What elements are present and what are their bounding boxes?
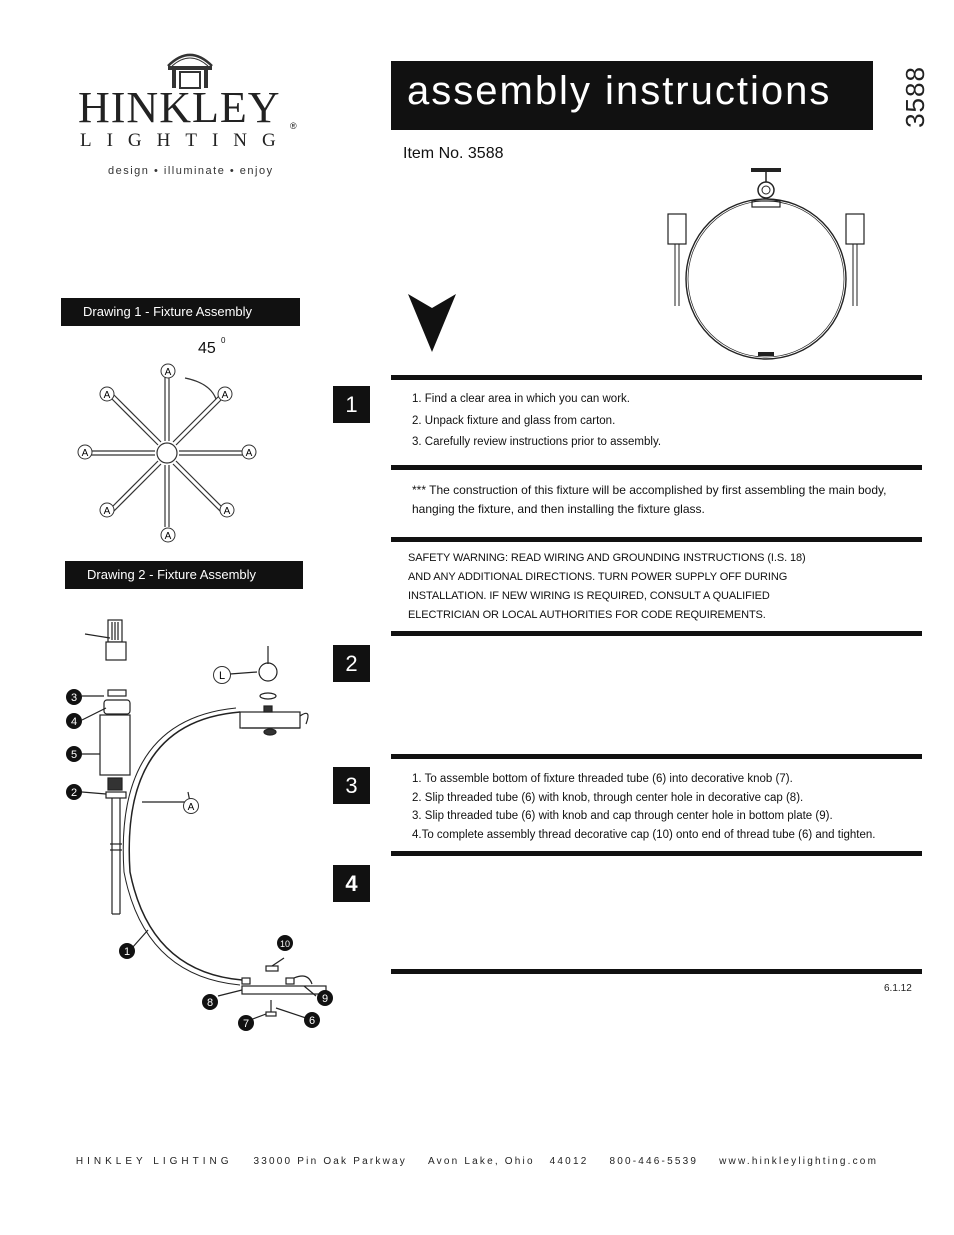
part-number-9 bbox=[316, 989, 334, 1012]
svg-text:A: A bbox=[245, 448, 253, 459]
part-number-7 bbox=[237, 1014, 255, 1037]
arm-label-a bbox=[99, 502, 115, 523]
direction-arrow-icon bbox=[406, 292, 458, 354]
step-4-badge: 4 bbox=[333, 865, 370, 902]
part-label-a bbox=[182, 797, 200, 820]
divider bbox=[391, 969, 922, 974]
svg-text:A: A bbox=[187, 802, 195, 813]
divider bbox=[391, 537, 922, 542]
svg-text:6: 6 bbox=[308, 1015, 316, 1027]
svg-text:9: 9 bbox=[321, 993, 329, 1005]
svg-text:8: 8 bbox=[206, 997, 214, 1009]
arm-label-a bbox=[77, 444, 93, 465]
svg-text:2: 2 bbox=[70, 787, 78, 799]
svg-text:A: A bbox=[223, 506, 231, 517]
logo-lighting: LIGHTING bbox=[80, 130, 291, 151]
arm-label-a bbox=[99, 386, 115, 407]
svg-text:7: 7 bbox=[242, 1018, 250, 1030]
safety-line: AND ANY ADDITIONAL DIRECTIONS. TURN POWER SUPPLY OFF DURING bbox=[408, 571, 788, 583]
divider bbox=[391, 754, 922, 759]
page-title: assembly instructions bbox=[407, 69, 832, 113]
svg-text:1: 1 bbox=[123, 946, 131, 958]
step-1-instructions bbox=[412, 390, 661, 454]
logo-tagline: design • illuminate • enjoy bbox=[108, 165, 274, 177]
part-number-10 bbox=[276, 934, 294, 957]
svg-text:L: L bbox=[218, 670, 226, 682]
drawing2-diagram bbox=[60, 612, 330, 1032]
part-number-6 bbox=[303, 1011, 321, 1034]
fixture-illustration bbox=[660, 166, 870, 362]
drawing2-header: Drawing 2 - Fixture Assembly bbox=[65, 561, 303, 589]
svg-text:3: 3 bbox=[70, 692, 78, 704]
part-number-5 bbox=[65, 745, 83, 768]
arm-label-a bbox=[241, 444, 257, 465]
part-number-2 bbox=[65, 783, 83, 806]
drawing1-header: Drawing 1 - Fixture Assembly bbox=[61, 298, 300, 326]
list-item: 3. Carefully review instructions prior to assembly. bbox=[412, 436, 662, 448]
footer bbox=[0, 1156, 954, 1167]
arm-label-a bbox=[217, 386, 233, 407]
footer-website: www.hinkleylighting.com bbox=[719, 1156, 879, 1167]
footer-company: HINKLEY LIGHTING bbox=[75, 1156, 233, 1167]
safety-line: ELECTRICIAN OR LOCAL AUTHORITIES FOR CODE REQUIREMENTS. bbox=[408, 609, 766, 621]
step-1-badge: 1 bbox=[333, 386, 370, 423]
divider bbox=[391, 375, 922, 380]
footer-city: Avon Lake, Ohio 44012 bbox=[427, 1156, 589, 1167]
step-3-badge: 3 bbox=[333, 767, 370, 804]
list-item: 1. To assemble bottom of fixture threaded tube (6) into decorative knob (7). bbox=[412, 773, 793, 785]
safety-line: INSTALLATION. IF NEW WIRING IS REQUIRED, CONSULT A QUALIFIED bbox=[408, 590, 770, 602]
arm-label-a bbox=[160, 363, 176, 384]
angle-label: 45 bbox=[198, 340, 216, 357]
assembly-note: *** The construction of this fixture will be accomplished by first assembling the main body, hanging the fixture, and then installing the fixture glass. bbox=[412, 483, 887, 516]
list-item: 4.To complete assembly thread decorative cap (10) onto end of thread tube (6) and tighten. bbox=[412, 828, 876, 841]
svg-text:A: A bbox=[164, 531, 172, 542]
safety-warning bbox=[408, 549, 908, 625]
part-label-l bbox=[212, 665, 232, 690]
svg-text:A: A bbox=[221, 390, 229, 401]
safety-line: SAFETY WARNING: READ WIRING AND GROUNDING INSTRUCTIONS (I.S. 18) bbox=[408, 552, 806, 564]
part-number-8 bbox=[201, 993, 219, 1016]
list-item: 2. Slip threaded tube (6) with knob, through center hole in decorative cap (8). bbox=[412, 791, 804, 804]
logo-brand: HINKLEY bbox=[78, 83, 281, 132]
part-number-4 bbox=[65, 712, 83, 735]
list-item: 3. Slip threaded tube (6) with knob and cap through center hole in bottom plate (9). bbox=[412, 810, 833, 822]
arm-label-a bbox=[219, 502, 235, 523]
svg-text:A: A bbox=[81, 448, 89, 459]
revision-date: 6.1.12 bbox=[884, 983, 912, 994]
degree-symbol: 0 bbox=[221, 336, 226, 345]
list-item: 2. Unpack fixture and glass from carton. bbox=[412, 414, 616, 427]
step-3-instructions bbox=[412, 770, 875, 844]
svg-text:10: 10 bbox=[279, 939, 291, 949]
divider bbox=[391, 465, 922, 470]
svg-text:A: A bbox=[103, 506, 111, 517]
svg-text:A: A bbox=[164, 367, 172, 378]
step-2-badge: 2 bbox=[333, 645, 370, 682]
item-number: Item No. 3588 bbox=[403, 145, 504, 162]
part-number-3 bbox=[65, 688, 83, 711]
arm-label-a bbox=[160, 527, 176, 548]
logo-registered-mark: ® bbox=[290, 121, 297, 131]
divider bbox=[391, 631, 922, 636]
svg-text:A: A bbox=[103, 390, 111, 401]
list-item: 1. Find a clear area in which you can work. bbox=[412, 393, 630, 405]
side-item-number: 3588 bbox=[900, 66, 930, 128]
title-bar bbox=[391, 61, 873, 130]
svg-text:5: 5 bbox=[70, 749, 78, 761]
svg-text:4: 4 bbox=[70, 716, 78, 728]
divider bbox=[391, 851, 922, 856]
footer-address: 33000 Pin Oak Parkway bbox=[253, 1156, 407, 1167]
footer-phone: 800-446-5539 bbox=[609, 1156, 699, 1167]
part-number-1 bbox=[118, 942, 136, 965]
